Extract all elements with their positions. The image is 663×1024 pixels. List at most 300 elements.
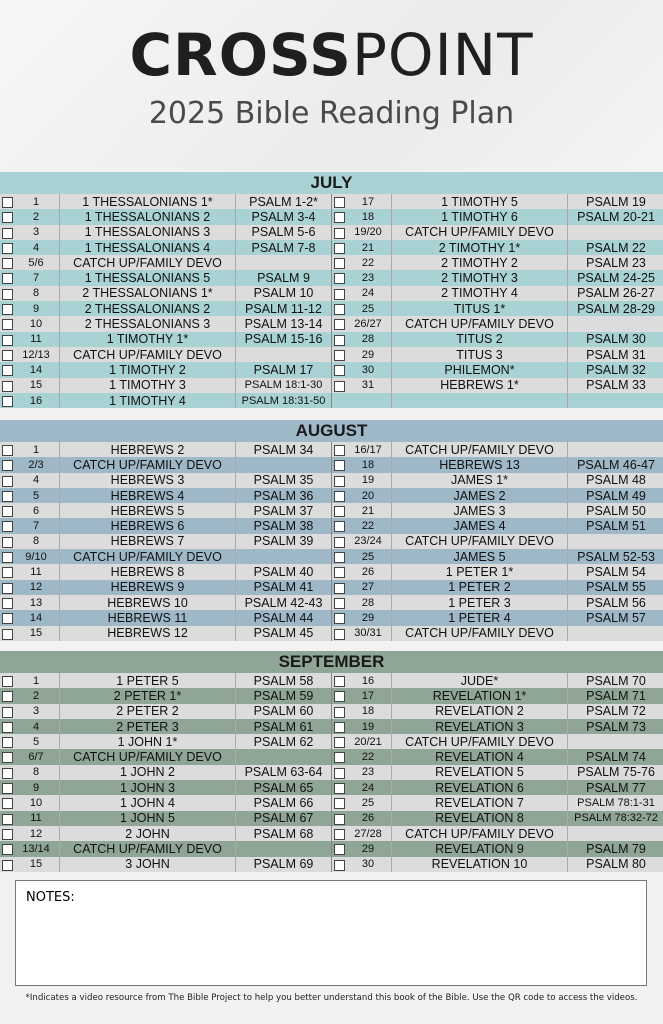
checkbox[interactable]	[2, 521, 13, 532]
reading-row	[0, 457, 331, 472]
reading-cell: 1 THESSALONIANS 5	[60, 270, 236, 285]
reading-row	[332, 393, 663, 408]
reading-row	[0, 749, 331, 764]
day-number: 21	[361, 241, 375, 254]
psalm-cell: PSALM 7-8	[251, 240, 316, 255]
psalm-cell: PSALM 31	[586, 347, 646, 362]
psalm-cell: PSALM 69	[253, 857, 314, 872]
checkbox[interactable]	[2, 768, 13, 779]
reading-row	[0, 332, 331, 347]
checkbox[interactable]	[2, 722, 13, 733]
checkbox[interactable]	[2, 197, 13, 208]
reading-cell: 2 TIMOTHY 2	[392, 255, 568, 270]
checkbox[interactable]	[334, 583, 345, 594]
day-number: 22	[361, 256, 375, 269]
psalm-cell: PSALM 38	[253, 519, 314, 534]
day-number: 30/31	[354, 627, 382, 640]
checkbox[interactable]	[334, 783, 345, 794]
day-cell	[332, 286, 392, 301]
psalm-cell: PSALM 71	[586, 688, 646, 703]
reading-row	[0, 734, 331, 749]
reading-cell: CATCH UP/FAMILY DEVO	[392, 534, 568, 549]
day-cell	[0, 857, 60, 872]
reading-cell: HEBREWS 1*	[392, 378, 568, 393]
day-number: 16	[29, 394, 43, 407]
day-cell	[332, 393, 392, 408]
checkbox[interactable]	[2, 783, 13, 794]
psalm-cell: PSALM 78:32-72	[574, 812, 658, 825]
day-number: 26	[361, 812, 375, 825]
reading-cell: 1 PETER 5	[60, 673, 236, 688]
psalm-cell: PSALM 18:1-30	[244, 379, 323, 392]
reading-row	[0, 240, 331, 255]
day-number: 10	[29, 318, 43, 331]
day-number: 23/24	[354, 535, 382, 548]
reading-cell: REVELATION 7	[392, 795, 568, 810]
reading-cell: CATCH UP/FAMILY DEVO	[392, 734, 568, 749]
checkbox[interactable]	[334, 722, 345, 733]
reading-cell: JAMES 2	[392, 488, 568, 503]
day-cell	[0, 286, 60, 301]
day-cell	[332, 240, 392, 255]
psalm-cell	[568, 393, 663, 408]
day-number: 19	[361, 720, 375, 733]
psalm-cell: PSALM 28-29	[577, 301, 655, 316]
reading-row	[332, 734, 663, 749]
psalm-cell: PSALM 52-53	[577, 549, 655, 564]
psalm-cell: PSALM 73	[586, 719, 646, 734]
day-cell	[0, 765, 60, 780]
checkbox[interactable]	[334, 212, 345, 223]
day-number: 14	[29, 363, 43, 376]
psalm-cell: PSALM 51	[586, 519, 646, 534]
checkbox[interactable]	[2, 798, 13, 809]
checkbox[interactable]	[334, 491, 345, 502]
checkbox[interactable]	[334, 798, 345, 809]
reading-cell: 2 THESSALONIANS 3	[60, 316, 236, 331]
psalm-cell: PSALM 37	[253, 503, 314, 518]
checkbox[interactable]	[334, 381, 345, 392]
reading-cell: 1 THESSALONIANS 1*	[60, 194, 236, 209]
day-cell	[0, 564, 60, 579]
checkbox[interactable]	[2, 598, 13, 609]
day-number: 6	[32, 504, 40, 517]
reading-row	[332, 503, 663, 518]
psalm-cell	[236, 549, 331, 564]
checkbox[interactable]	[334, 737, 345, 748]
day-cell	[332, 194, 392, 209]
reading-cell: 2 THESSALONIANS 2	[60, 301, 236, 316]
day-number: 11	[30, 812, 42, 825]
checkbox[interactable]	[2, 258, 13, 269]
reading-cell: HEBREWS 8	[60, 564, 236, 579]
reading-row	[0, 534, 331, 549]
psalm-cell	[568, 442, 663, 457]
checkbox[interactable]	[334, 629, 345, 640]
reading-row	[0, 194, 331, 209]
psalm-cell	[568, 534, 663, 549]
checkbox[interactable]	[334, 476, 345, 487]
reading-cell: 1 PETER 3	[392, 595, 568, 610]
psalm-cell: PSALM 54	[586, 565, 646, 580]
day-cell	[0, 301, 60, 316]
psalm-cell	[568, 734, 663, 749]
checkbox[interactable]	[334, 691, 345, 702]
checkbox[interactable]	[2, 583, 13, 594]
day-number: 11	[30, 566, 42, 579]
checkbox[interactable]	[334, 552, 345, 563]
checkbox[interactable]	[334, 598, 345, 609]
brand-logo: CROSSPOINT	[129, 21, 534, 89]
checkbox[interactable]	[2, 814, 13, 825]
reading-row	[332, 704, 663, 719]
checkbox[interactable]	[334, 197, 345, 208]
reading-row	[332, 442, 663, 457]
reading-cell: HEBREWS 6	[60, 518, 236, 533]
reading-row	[332, 765, 663, 780]
reading-cell: HEBREWS 12	[60, 626, 236, 641]
checkbox[interactable]	[2, 676, 13, 687]
reading-cell: REVELATION 2	[392, 704, 568, 719]
reading-column-right	[331, 442, 663, 641]
reading-row	[332, 286, 663, 301]
psalm-cell: PSALM 80	[586, 857, 646, 872]
checkbox[interactable]	[2, 445, 13, 456]
reading-row	[332, 518, 663, 533]
reading-cell: 1 PETER 1*	[392, 564, 568, 579]
day-cell	[332, 549, 392, 564]
day-number: 20/21	[354, 735, 382, 748]
day-cell	[332, 347, 392, 362]
checkbox[interactable]	[2, 629, 13, 640]
checkbox[interactable]	[2, 567, 13, 578]
psalm-cell: PSALM 56	[586, 595, 646, 610]
psalm-cell: PSALM 5-6	[251, 225, 316, 240]
reading-row	[0, 795, 331, 810]
reading-cell: TITUS 3	[392, 347, 568, 362]
reading-row	[332, 301, 663, 316]
reading-row	[332, 780, 663, 795]
day-number: 17	[361, 195, 375, 208]
psalm-cell: PSALM 77	[586, 780, 646, 795]
day-cell	[0, 795, 60, 810]
reading-row	[332, 673, 663, 688]
checkbox[interactable]	[2, 476, 13, 487]
checkbox[interactable]	[2, 460, 13, 471]
reading-cell: HEBREWS 7	[60, 534, 236, 549]
footnote: *Indicates a video resource from The Bible Project to help you better understand this book of the Bible. Use the QR code to access the videos.	[25, 993, 638, 1003]
day-number: 4	[32, 241, 40, 254]
checkbox[interactable]	[2, 737, 13, 748]
checkbox[interactable]	[334, 676, 345, 687]
reading-cell: CATCH UP/FAMILY DEVO	[60, 749, 236, 764]
reading-row	[0, 316, 331, 331]
day-cell	[0, 194, 60, 209]
reading-cell: JAMES 4	[392, 518, 568, 533]
checkbox[interactable]	[334, 844, 345, 855]
reading-cell: JAMES 1*	[392, 473, 568, 488]
reading-row	[0, 841, 331, 856]
day-number: 9	[32, 302, 40, 315]
psalm-cell: PSALM 46-47	[577, 457, 655, 472]
reading-row	[332, 240, 663, 255]
day-number: 30	[361, 363, 375, 376]
checkbox[interactable]	[334, 829, 345, 840]
reading-row	[332, 270, 663, 285]
notes-box[interactable]	[15, 880, 647, 986]
day-cell	[0, 549, 60, 564]
checkbox[interactable]	[334, 350, 345, 361]
day-cell	[0, 610, 60, 625]
psalm-cell: PSALM 39	[253, 534, 314, 549]
reading-cell: TITUS 2	[392, 332, 568, 347]
checkbox[interactable]	[2, 537, 13, 548]
day-number: 9	[32, 781, 40, 794]
reading-row	[332, 564, 663, 579]
reading-cell: 1 PETER 2	[392, 580, 568, 595]
day-cell	[332, 688, 392, 703]
reading-row	[332, 316, 663, 331]
psalm-cell: PSALM 26-27	[577, 286, 655, 301]
checkbox[interactable]	[334, 567, 345, 578]
reading-row	[0, 595, 331, 610]
psalm-cell: PSALM 45	[253, 626, 314, 641]
reading-cell: 1 THESSALONIANS 2	[60, 209, 236, 224]
reading-row	[332, 749, 663, 764]
day-number: 1	[32, 443, 40, 456]
checkbox[interactable]	[2, 691, 13, 702]
psalm-cell: PSALM 36	[253, 488, 314, 503]
checkbox[interactable]	[334, 521, 345, 532]
day-cell	[0, 688, 60, 703]
checkbox[interactable]	[2, 350, 13, 361]
day-number: 26/27	[354, 318, 382, 331]
reading-cell: 1 TIMOTHY 1*	[60, 332, 236, 347]
reading-cell: CATCH UP/FAMILY DEVO	[60, 841, 236, 856]
reading-row	[0, 580, 331, 595]
psalm-cell: PSALM 79	[586, 841, 646, 856]
reading-cell: REVELATION 10	[392, 857, 568, 872]
checkbox[interactable]	[334, 460, 345, 471]
day-number: 5	[32, 489, 40, 502]
checkbox[interactable]	[334, 537, 345, 548]
day-cell	[332, 580, 392, 595]
checkbox[interactable]	[334, 243, 345, 254]
checkbox[interactable]	[2, 289, 13, 300]
day-cell	[332, 719, 392, 734]
day-number: 11	[30, 333, 42, 346]
checkbox[interactable]	[334, 335, 345, 346]
psalm-cell: PSALM 33	[586, 378, 646, 393]
day-number: 31	[361, 379, 375, 392]
checkbox[interactable]	[334, 273, 345, 284]
checkbox[interactable]	[2, 273, 13, 284]
reading-cell: CATCH UP/FAMILY DEVO	[392, 442, 568, 457]
checkbox[interactable]	[2, 228, 13, 239]
checkbox[interactable]	[2, 365, 13, 376]
reading-row	[332, 194, 663, 209]
day-number: 20	[361, 489, 375, 502]
reading-cell: CATCH UP/FAMILY DEVO	[392, 626, 568, 641]
reading-cell: 1 JOHN 2	[60, 765, 236, 780]
checkbox[interactable]	[334, 707, 345, 718]
checkbox[interactable]	[2, 491, 13, 502]
checkbox[interactable]	[2, 304, 13, 315]
reading-cell: HEBREWS 3	[60, 473, 236, 488]
psalm-cell: PSALM 44	[253, 610, 314, 625]
day-cell	[332, 626, 392, 641]
day-cell	[332, 765, 392, 780]
psalm-cell: PSALM 66	[253, 796, 314, 811]
checkbox[interactable]	[334, 445, 345, 456]
checkbox[interactable]	[334, 860, 345, 871]
checkbox[interactable]	[334, 304, 345, 315]
reading-cell: REVELATION 6	[392, 780, 568, 795]
checkbox[interactable]	[2, 752, 13, 763]
psalm-cell: PSALM 19	[586, 194, 646, 209]
reading-cell: TITUS 1*	[392, 301, 568, 316]
checkbox[interactable]	[2, 844, 13, 855]
day-number: 15	[29, 379, 43, 392]
reading-row	[332, 841, 663, 856]
day-cell	[0, 719, 60, 734]
psalm-cell: PSALM 13-14	[244, 317, 323, 332]
day-number: 24	[361, 781, 375, 794]
checkbox[interactable]	[334, 752, 345, 763]
reading-row	[0, 301, 331, 316]
day-number: 23	[361, 766, 375, 779]
reading-row	[0, 765, 331, 780]
day-number: 18	[361, 210, 375, 223]
day-cell	[0, 749, 60, 764]
checkbox[interactable]	[2, 212, 13, 223]
reading-cell: JAMES 5	[392, 549, 568, 564]
day-number: 5	[32, 735, 40, 748]
reading-cell: HEBREWS 5	[60, 503, 236, 518]
reading-cell: 1 TIMOTHY 5	[392, 194, 568, 209]
day-number: 6/7	[28, 751, 44, 764]
day-cell	[332, 488, 392, 503]
psalm-cell: PSALM 58	[253, 673, 314, 688]
reading-row	[0, 488, 331, 503]
day-cell	[332, 503, 392, 518]
month-section-august	[0, 420, 663, 641]
checkbox[interactable]	[2, 243, 13, 254]
checkbox[interactable]	[2, 396, 13, 407]
day-cell	[332, 811, 392, 826]
reading-row	[0, 564, 331, 579]
checkbox[interactable]	[2, 860, 13, 871]
psalm-cell	[568, 225, 663, 240]
psalm-cell: PSALM 63-64	[244, 765, 323, 780]
day-cell	[0, 811, 60, 826]
psalm-cell: PSALM 3-4	[251, 209, 316, 224]
reading-row	[332, 826, 663, 841]
psalm-cell: PSALM 40	[253, 565, 314, 580]
psalm-cell: PSALM 23	[586, 255, 646, 270]
day-number: 12	[29, 827, 43, 840]
reading-cell: 1 TIMOTHY 6	[392, 209, 568, 224]
day-cell	[0, 378, 60, 393]
reading-cell: REVELATION 1*	[392, 688, 568, 703]
reading-cell: 1 JOHN 5	[60, 811, 236, 826]
day-number: 3	[32, 705, 40, 718]
day-number: 22	[361, 520, 375, 533]
header-banner	[0, 0, 663, 170]
day-cell	[0, 503, 60, 518]
reading-cell: 2 TIMOTHY 1*	[392, 240, 568, 255]
day-cell	[332, 332, 392, 347]
day-cell	[332, 378, 392, 393]
day-cell	[332, 749, 392, 764]
reading-column-right	[331, 673, 663, 872]
day-cell	[332, 564, 392, 579]
reading-cell: CATCH UP/FAMILY DEVO	[392, 316, 568, 331]
reading-cell: 2 TIMOTHY 4	[392, 286, 568, 301]
psalm-cell: PSALM 32	[586, 362, 646, 377]
checkbox[interactable]	[2, 319, 13, 330]
checkbox[interactable]	[2, 613, 13, 624]
day-number: 2	[32, 689, 40, 702]
day-number: 1	[32, 674, 40, 687]
day-number: 19	[361, 474, 375, 487]
checkbox[interactable]	[334, 613, 345, 624]
day-number: 7	[32, 272, 40, 285]
reading-cell: 2 TIMOTHY 3	[392, 270, 568, 285]
reading-cell: 2 PETER 2	[60, 704, 236, 719]
psalm-cell: PSALM 75-76	[577, 765, 655, 780]
checkbox[interactable]	[334, 814, 345, 825]
day-number: 7	[32, 520, 40, 533]
reading-cell: PHILEMON*	[392, 362, 568, 377]
day-number: 19/20	[354, 226, 382, 239]
day-number: 2	[32, 210, 40, 223]
reading-cell: JUDE*	[392, 673, 568, 688]
checkbox[interactable]	[334, 228, 345, 239]
checkbox[interactable]	[334, 365, 345, 376]
day-number: 15	[29, 858, 43, 871]
reading-row	[332, 362, 663, 377]
reading-cell: 2 PETER 3	[60, 719, 236, 734]
checkbox[interactable]	[2, 381, 13, 392]
day-cell	[332, 673, 392, 688]
reading-row	[0, 503, 331, 518]
checkbox[interactable]	[334, 768, 345, 779]
psalm-cell: PSALM 22	[586, 240, 646, 255]
day-cell	[332, 255, 392, 270]
checkbox[interactable]	[2, 506, 13, 517]
checkbox[interactable]	[2, 552, 13, 563]
checkbox[interactable]	[2, 829, 13, 840]
psalm-cell: PSALM 30	[586, 332, 646, 347]
day-cell	[0, 518, 60, 533]
reading-cell: REVELATION 3	[392, 719, 568, 734]
day-cell	[332, 826, 392, 841]
psalm-cell: PSALM 24-25	[577, 271, 655, 286]
checkbox[interactable]	[334, 289, 345, 300]
checkbox[interactable]	[334, 258, 345, 269]
day-cell	[0, 780, 60, 795]
checkbox[interactable]	[334, 506, 345, 517]
day-number: 3	[32, 226, 40, 239]
psalm-cell	[236, 749, 331, 764]
reading-cell: HEBREWS 4	[60, 488, 236, 503]
checkbox[interactable]	[334, 319, 345, 330]
checkbox[interactable]	[2, 707, 13, 718]
day-cell	[0, 270, 60, 285]
checkbox[interactable]	[2, 335, 13, 346]
psalm-cell: PSALM 55	[586, 580, 646, 595]
